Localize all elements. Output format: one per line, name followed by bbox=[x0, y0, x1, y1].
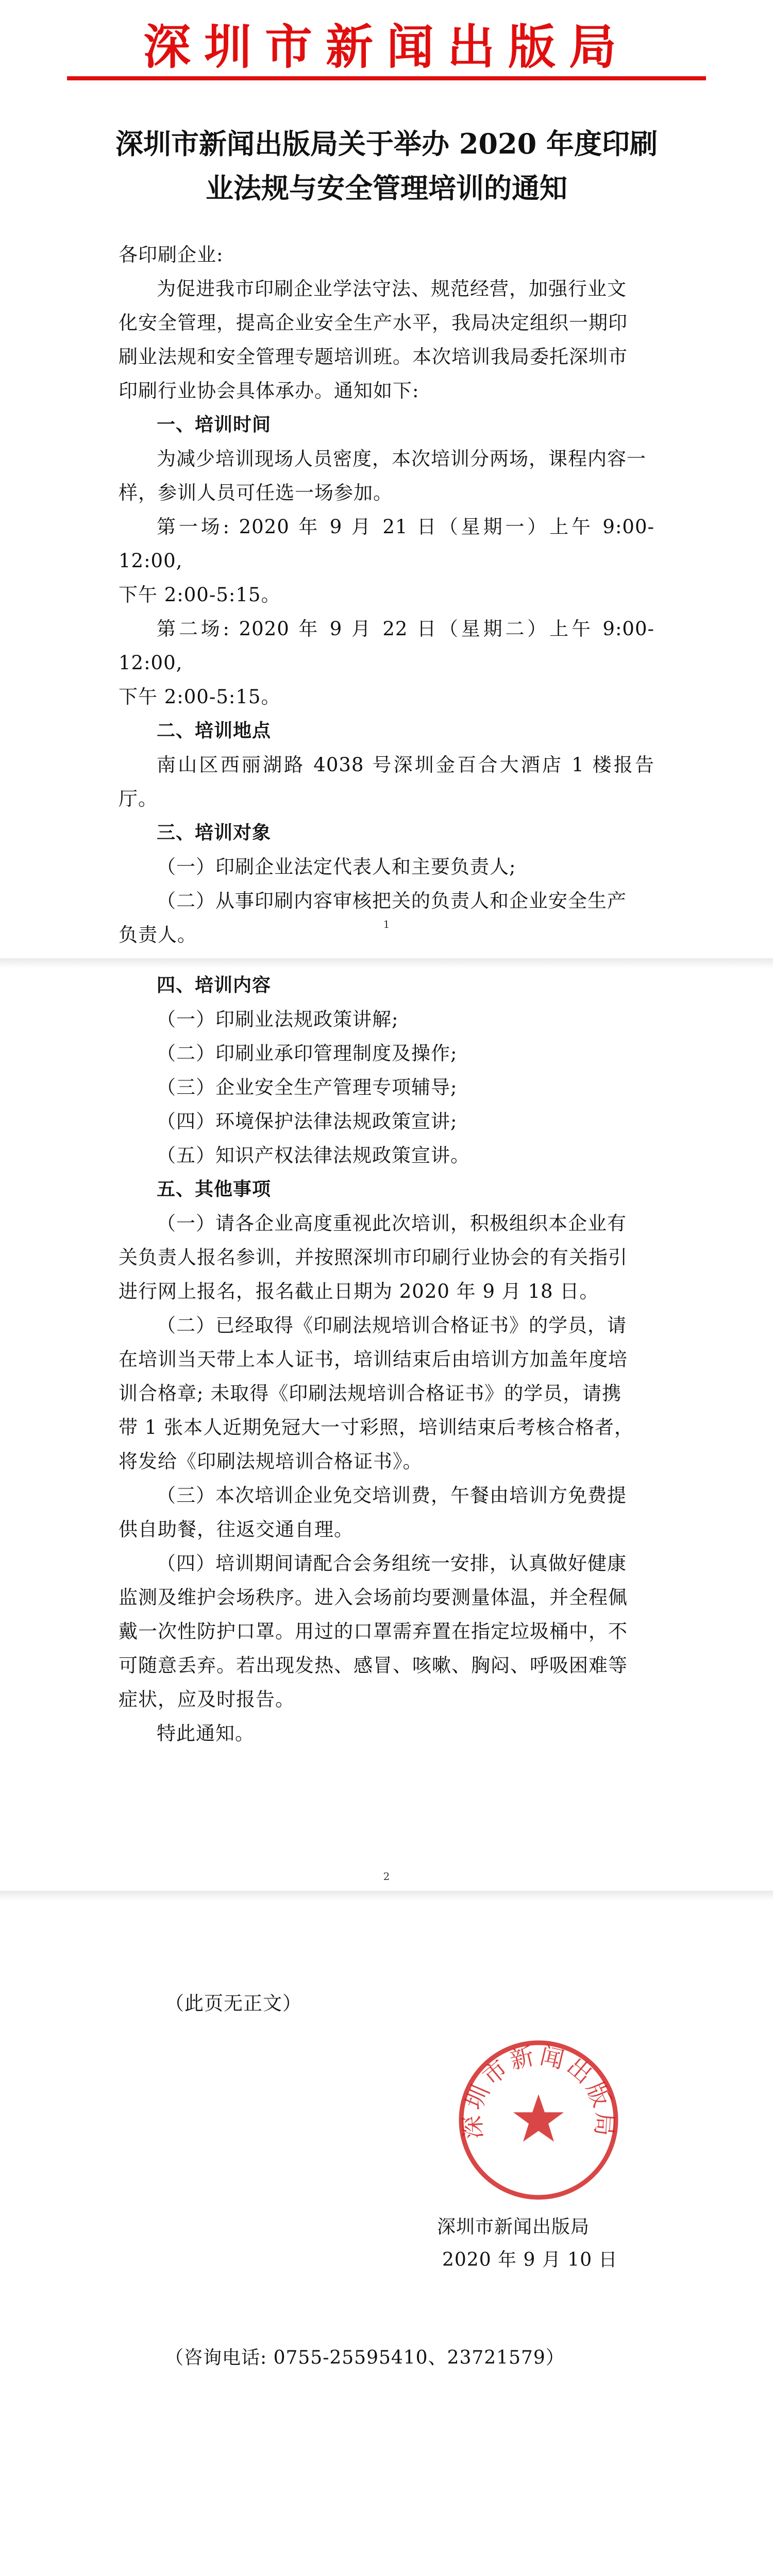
intro-line-2: 化安全管理，提高企业安全生产水平，我局决定组织一期印 bbox=[119, 312, 628, 334]
section-1-heading: 一、培训时间 bbox=[157, 414, 272, 435]
session1-line-2: 下午 2:00-5:15。 bbox=[119, 584, 281, 606]
s5-item2-line-5: 将发给《印刷法规培训合格证书》。 bbox=[119, 1450, 423, 1472]
intro-line-4: 印刷行业协会具体承办。通知如下: bbox=[119, 380, 419, 402]
seal-star-icon bbox=[513, 2094, 564, 2142]
contact-info: （咨询电话: 0755-25595410、23721579） bbox=[165, 2347, 565, 2368]
letterhead-rule bbox=[67, 76, 706, 80]
section-2-heading: 二、培训地点 bbox=[157, 720, 272, 741]
s4-item-3: （三）企业安全生产管理专项辅导; bbox=[157, 1076, 458, 1098]
page-1 bbox=[0, 0, 773, 979]
s4-item-4: （四）环境保护法律法规政策宣讲; bbox=[157, 1110, 458, 1132]
signature-date: 2020 年 9 月 10 日 bbox=[442, 2249, 618, 2270]
official-seal bbox=[453, 2035, 624, 2205]
session2-line-2: 下午 2:00-5:15。 bbox=[119, 686, 281, 708]
page-separator bbox=[0, 958, 773, 969]
s2-text: 南山区西丽湖路 4038 号深圳金百合大酒店 1 楼报告厅。 bbox=[119, 754, 654, 810]
no-text-note: （此页无正文） bbox=[165, 1992, 302, 2014]
s3-item-1: （一）印刷企业法定代表人和主要负责人; bbox=[157, 856, 516, 878]
s4-item-2: （二）印刷业承印管理制度及操作; bbox=[157, 1042, 458, 1064]
s5-item3-line-1: （三）本次培训企业免交培训费，午餐由培训方免费提 bbox=[157, 1484, 627, 1506]
s5-item4-line-1: （四）培训期间请配合会务组统一安排，认真做好健康 bbox=[157, 1552, 627, 1574]
signature-org: 深圳市新闻出版局 bbox=[437, 2216, 590, 2238]
s5-item2-line-1: （二）已经取得《印刷法规培训合格证书》的学员，请 bbox=[157, 1314, 627, 1336]
s4-item-1: （一）印刷业法规政策讲解; bbox=[157, 1008, 399, 1030]
section-4-heading: 四、培训内容 bbox=[157, 975, 272, 996]
page-2 bbox=[0, 969, 773, 1891]
title-line-1: 深圳市新闻出版局关于举办 2020 年度印刷 bbox=[115, 127, 658, 160]
section-5-heading: 五、其他事项 bbox=[157, 1179, 272, 1200]
intro-line-3: 刷业法规和安全管理专题培训班。本次培训我局委托深圳市 bbox=[119, 346, 628, 368]
letterhead-org: 深圳市新闻出版局 bbox=[143, 19, 630, 75]
page1-body bbox=[119, 238, 654, 952]
s5-item1-line-2: 关负责人报名参训，并按照深圳市印刷行业协会的有关指引 bbox=[119, 1246, 628, 1268]
s5-item2-line-3: 训合格章; 未取得《印刷法规培训合格证书》的学员，请携 bbox=[119, 1382, 622, 1404]
page-separator bbox=[0, 1891, 773, 1901]
page-3 bbox=[0, 1901, 773, 2576]
s5-item1-line-1: （一）请各企业高度重视此次培训，积极组织本企业有 bbox=[157, 1212, 627, 1234]
s5-item4-line-4: 可随意丢弃。若出现发热、感冒、咳嗽、胸闷、呼吸困难等 bbox=[119, 1654, 628, 1676]
s5-item4-line-3: 戴一次性防护口罩。用过的口罩需弃置在指定垃圾桶中，不 bbox=[119, 1620, 628, 1642]
page-number-1: 1 bbox=[383, 918, 390, 930]
session2-line-1: 第二场: 2020 年 9 月 22 日（星期二）上午 9:00-12:00, bbox=[119, 618, 654, 674]
title-line-2: 业法规与安全管理培训的通知 bbox=[206, 172, 567, 205]
page2-body bbox=[119, 969, 654, 1751]
document-title bbox=[103, 122, 670, 210]
page-number-2: 2 bbox=[383, 1870, 390, 1883]
s5-item1-line-3: 进行网上报名，报名截止日期为 2020 年 9 月 18 日。 bbox=[119, 1280, 599, 1302]
s5-item3-line-2: 供自助餐，往返交通自理。 bbox=[119, 1518, 354, 1540]
s1-line-1: 为减少培训现场人员密度，本次培训分两场，课程内容一 bbox=[157, 448, 646, 470]
intro-line-1: 为促进我市印刷企业学法守法、规范经营，加强行业文 bbox=[157, 278, 627, 300]
s1-line-2: 样，参训人员可任选一场参加。 bbox=[119, 482, 393, 504]
s4-item-5: （五）知识产权法律法规政策宣讲。 bbox=[157, 1144, 470, 1166]
section-3-heading: 三、培训对象 bbox=[157, 822, 272, 843]
s5-item4-line-5: 症状，应及时报告。 bbox=[119, 1688, 295, 1710]
s5-item4-line-2: 监测及维护会场秩序。进入会场前均要测量体温，并全程佩 bbox=[119, 1586, 628, 1608]
s3-item-2-line-2: 负责人。 bbox=[119, 924, 197, 946]
s3-item-2-line-1: （二）从事印刷内容审核把关的负责人和企业安全生产 bbox=[157, 890, 627, 912]
closing-text: 特此通知。 bbox=[157, 1722, 255, 1744]
salutation: 各印刷企业: bbox=[119, 244, 224, 266]
s5-item2-line-4: 带 1 张本人近期免冠大一寸彩照，培训结束后考核合格者， bbox=[119, 1416, 634, 1438]
seal-text: 深圳市新闻出版局 bbox=[458, 2041, 619, 2140]
s5-item2-line-2: 在培训当天带上本人证书，培训结束后由培训方加盖年度培 bbox=[119, 1348, 628, 1370]
session1-line-1: 第一场: 2020 年 9 月 21 日（星期一）上午 9:00-12:00, bbox=[119, 516, 654, 572]
